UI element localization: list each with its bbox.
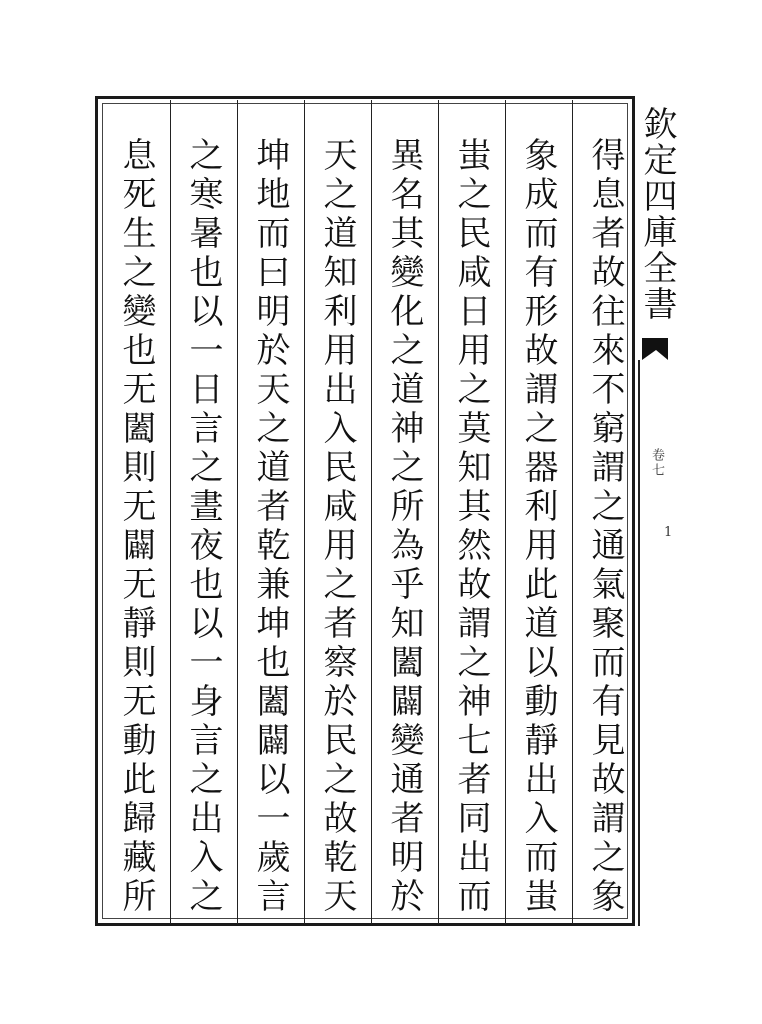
text-column-6 xyxy=(237,99,303,922)
column-text: 異名其變化之道神之所為乎知闔闢變通者明於 xyxy=(384,137,424,917)
book-title: 欽定四庫全書 xyxy=(637,106,677,322)
text-column-1 xyxy=(572,99,638,922)
column-text: 坤地而曰明於天之道者乾兼坤也闔闢以一歲言 xyxy=(250,137,290,917)
column-text: 之寒暑也以一日言之晝夜也以一身言之出入之 xyxy=(183,137,223,917)
text-column-8 xyxy=(103,99,169,922)
column-text: 得息者故往來不窮謂之通氣聚而有見故謂之象 xyxy=(585,137,625,917)
fish-tail-mark-icon xyxy=(640,336,670,362)
text-column-2 xyxy=(505,99,571,922)
text-column-5 xyxy=(304,99,370,922)
folio-number: 1 xyxy=(664,525,673,540)
text-column-4 xyxy=(371,99,437,922)
juan-number: 卷七 xyxy=(649,448,664,478)
text-column-7 xyxy=(170,99,236,922)
column-text: 象成而有形故謂之器利用此道以動靜出入而蚩 xyxy=(518,137,558,917)
column-text: 天之道知利用出入民咸用之者察於民之故乾天 xyxy=(317,137,357,917)
text-column-3 xyxy=(438,99,504,922)
column-text: 息死生之變也无闔則无闢无靜則无動此歸藏所 xyxy=(116,137,156,917)
column-text: 蚩之民咸日用之莫知其然故謂之神七者同出而 xyxy=(451,137,491,917)
tab-divider xyxy=(638,360,640,926)
